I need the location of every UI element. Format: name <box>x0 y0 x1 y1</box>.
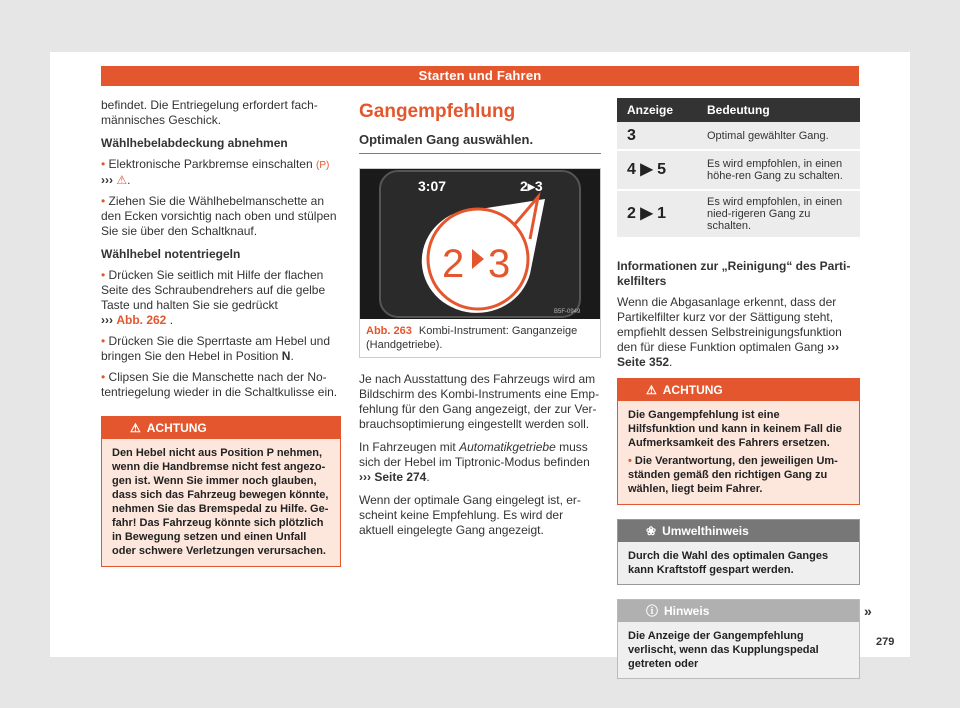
bullet-dot: • <box>101 370 106 384</box>
environment-header <box>618 520 859 542</box>
table-row <box>617 150 860 190</box>
bullet-dot: • <box>628 455 632 467</box>
section-subtitle: Optimalen Gang auswählen. <box>359 132 601 154</box>
table-header-meaning: Bedeutung <box>697 98 860 122</box>
hint-title: Hinweis <box>664 604 710 618</box>
display-small-gear: 2▸3 <box>520 178 543 194</box>
intro-text: befindet. Die Entriegelung erfordert fach-männisches Geschick. <box>101 98 318 127</box>
bullet-dot: • <box>101 157 106 171</box>
hint-text: Die Anzeige der Gangempfehlung verlischt, wenn das Kupplungspedal getreten oder <box>618 622 859 678</box>
ref-arrows: ››› <box>101 173 113 187</box>
table-cell-symbol: 3 <box>617 122 697 150</box>
paragraph-1: Je nach Ausstattung des Fahrzeugs wird am Bildschirm des Kombi-Instruments eine Emp-fehlung für den Gang angezeigt, der zur Ver-brauchsoptimierung eingestellt werden soll. <box>359 372 600 431</box>
table-header-display: Anzeige <box>617 98 697 122</box>
hint-header <box>618 600 859 622</box>
table-cell-symbol: 2 ▶ 1 <box>617 190 697 238</box>
warning-text: Den Hebel nicht aus Position P nehmen, wenn die Handbremse nicht fest angezo-gen ist. Wenn Sie immer noch glauben, dass sich das Fahrzeug bewegen könnte, nehmen Sie das Bremspedal zu Hilfe. Ge-fahr! Das Fahrzeug könnte sich plötzlich in Bewegung setzen und einen Unfall oder schwere Verletzungen verursachen. <box>102 439 340 566</box>
info-icon: ⓘ <box>646 604 659 618</box>
warning-title: ACHTUNG <box>146 421 207 435</box>
table-row <box>617 190 860 238</box>
subheading-emergency-release: Wählhebel notentriegeln <box>101 247 241 261</box>
position-n: N <box>281 349 291 363</box>
hint-note <box>617 599 860 679</box>
p2-text-c: muss sich der Hebel im Tiptronic-Modus befinden <box>359 440 590 469</box>
p2-italic: Automatikgetriebe <box>459 440 556 454</box>
bullet-dot: • <box>101 194 106 208</box>
table-cell-meaning: Es wird empfohlen, in einen nied-rigeren Gang zu schalten. <box>697 190 860 238</box>
display-time: 3:07 <box>418 178 447 194</box>
warning-bullet-text: Die Verantwortung, den jeweiligen Um-ständen gemäß den richtigen Gang zu wählen, liegt beim Fahrer. <box>628 455 838 495</box>
table-cell-meaning: Optimal gewählter Gang. <box>697 122 860 150</box>
bullet-text: Elektronische Parkbremse einschalten <box>108 157 313 171</box>
table-cell-symbol: 4 ▶ 5 <box>617 150 697 190</box>
column-left <box>101 98 341 567</box>
bullet-boot <box>101 194 341 239</box>
instrument-display-image <box>360 169 600 319</box>
figure-number: Abb. 263 <box>366 325 412 337</box>
gear-indicator-table <box>617 98 860 239</box>
bullet-text: Clipsen Sie die Manschette nach der No-tentriegelung wieder in die Schaltkulisse ein. <box>101 370 338 399</box>
warning-box-gear <box>617 378 860 505</box>
warning-triangle-icon: ⚠ <box>116 173 128 187</box>
column-middle <box>359 98 601 546</box>
environment-text: Durch die Wahl des optimalen Ganges kann Kraftstoff gespart werden. <box>618 542 859 584</box>
continue-marker: » <box>864 603 872 619</box>
table-row <box>617 122 860 150</box>
bullet-clip-boot <box>101 370 341 400</box>
paragraph-2: In Fahrzeugen mit Automatikgetriebe muss sich der Hebel im Tiptronic-Modus befinden ››› Seite 274. <box>359 440 590 484</box>
bullet-text: Drücken Sie die Sperrtaste am Hebel und bringen Sie den Hebel in Position <box>101 334 330 363</box>
environment-title: Umwelthinweis <box>662 524 749 538</box>
bullet-text: Drücken Sie seitlich mit Hilfe der flachen Seite des Schraubendrehers auf die gelbe Taste und halten Sie sie gedrückt <box>101 268 326 312</box>
particle-text: Wenn die Abgasanlage erkennt, dass der Partikelfilter kurz vor der Sättigung steht, empfiehlt dessen Selbstreinigungsfunktion den für diese Funktion optimalen Gang <box>617 295 842 354</box>
ref-arrows: ››› <box>101 313 113 327</box>
p2-text-a: In Fahrzeugen mit <box>359 440 456 454</box>
paragraph-particle-filter: Wenn die Abgasanlage erkennt, dass der Partikelfilter kurz vor der Sättigung steht, empfiehlt dessen Selbstreinigungsfunktion den für diese Funktion optimalen Gang ››› Seite 352. <box>617 295 842 369</box>
figure-code: B5F-0949 <box>554 309 581 315</box>
bullet-dot: • <box>101 268 106 282</box>
warning-box <box>101 416 341 567</box>
warning-text: Die Gangempfehlung ist eine Hilfsfunktion und kann in keinem Fall die Aufmerksamkeit des Fahrers ersetzen. <box>628 409 842 449</box>
warning-title: ACHTUNG <box>662 383 723 397</box>
figure-caption-text: Kombi-Instrument: Ganganzeige (Handgetriebe). <box>366 325 578 351</box>
section-title: Gangempfehlung <box>359 101 516 122</box>
page-number: 279 <box>876 636 895 648</box>
parking-brake-icon: (P) <box>316 160 330 171</box>
page-link-274[interactable]: ››› Seite 274 <box>359 470 427 484</box>
warning-triangle-icon: ⚠ <box>130 421 141 435</box>
bullet-text: Ziehen Sie die Wählhebelmanschette an den Ecken vorsichtig nach oben und stülpen Sie sie über den Schaltknauf. <box>101 194 337 238</box>
warning-header <box>618 379 859 401</box>
warning-bullet <box>628 454 849 496</box>
leaf-icon: ❀ <box>646 524 657 538</box>
column-right <box>617 98 860 679</box>
display-big-to: 3 <box>488 242 511 286</box>
subheading-cover: Wählhebelabdeckung abnehmen <box>101 136 288 150</box>
figure-263 <box>359 168 601 358</box>
table-cell-meaning: Es wird empfohlen, in einen höhe-ren Gang zu schalten. <box>697 150 860 190</box>
page-link-352[interactable]: ››› Seite 352 <box>617 340 840 369</box>
warning-header <box>102 417 340 439</box>
subheading-particle-filter: Informationen zur „Reinigung“ des Parti-kelfilters <box>617 259 851 288</box>
section-header: Starten und Fahren <box>101 66 859 86</box>
paragraph-3: Wenn der optimale Gang eingelegt ist, er-scheint keine Empfehlung. Es wird der aktuell eingelegte Gang angezeigt. <box>359 493 581 537</box>
figure-caption <box>360 319 600 357</box>
bullet-lock-button: • Drücken Sie die Sperrtaste am Hebel und bringen Sie den Hebel in Position N. <box>101 334 330 363</box>
warning-triangle-icon: ⚠ <box>646 383 657 397</box>
environment-note <box>617 519 860 585</box>
bullet-press-button: • Drücken Sie seitlich mit Hilfe der flachen Seite des Schraubendrehers auf die gelbe Taste und halten Sie sie gedrückt ››› Abb. 262 . <box>101 268 326 327</box>
bullet-parking-brake: • Elektronische Parkbremse einschalten (P) ››› ⚠. <box>101 157 330 187</box>
display-big-from: 2 <box>442 242 465 286</box>
figure-link-262[interactable]: Abb. 262 <box>116 313 167 327</box>
bullet-dot: • <box>101 334 106 348</box>
warning-body <box>618 401 859 504</box>
